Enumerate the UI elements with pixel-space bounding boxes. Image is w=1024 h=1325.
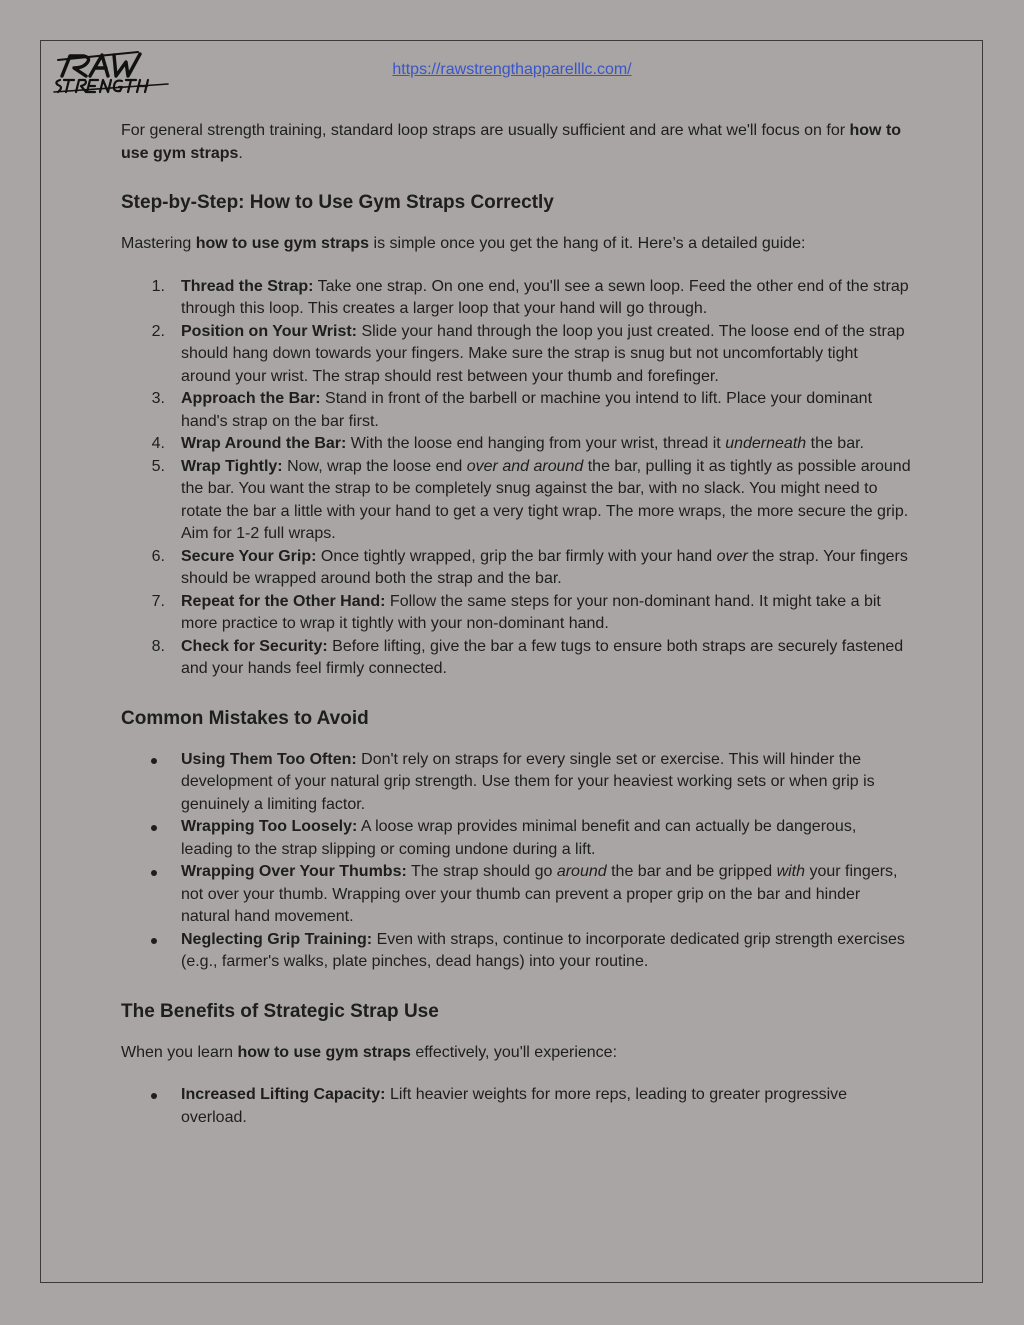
- bullet-icon: [121, 929, 181, 974]
- steps-intro-paragraph: Mastering how to use gym straps is simple once you get the hang of it. Here’s a detailed guide:: [121, 235, 806, 252]
- list-item: 5. Wrap Tightly: Now, wrap the loose end over and around the bar, pulling it as tightly as possible around the bar. You want the strap to be completely snug against the bar, with no slack. You might need to rotate the bar a little with your hand to get a very tight wrap. The more wraps, the more secure the grip. Aim for 1-2 full wraps.: [151, 457, 911, 542]
- list-item: Using Them Too Often: Don't rely on straps for every single set or exercise. This will hinder the development of your natural grip strength. Use them for your heaviest working sets or when grip is genuinely a limiting factor.: [121, 749, 911, 817]
- list-item: 6. Secure Your Grip: Once tightly wrapped, grip the bar firmly with your hand over the strap. Your fingers should be wrapped around both the strap and the bar.: [151, 547, 908, 587]
- bullet-icon: [121, 1084, 181, 1129]
- list-item: Neglecting Grip Training: Even with straps, continue to incorporate dedicated grip strength exercises (e.g., farmer's walks, plate pinches, dead hangs) into your routine.: [121, 929, 911, 974]
- site-url-link[interactable]: https://rawstrengthapparelllc.com/: [392, 61, 632, 78]
- benefits-intro-paragraph: When you learn how to use gym straps effectively, you'll experience:: [121, 1043, 618, 1061]
- list-item: 8. Check for Security: Before lifting, give the bar a few tugs to ensure both straps are securely fastened and your hands feel firmly connected.: [151, 637, 904, 677]
- mistakes-heading: Common Mistakes to Avoid: [121, 707, 369, 729]
- list-item: Wrapping Too Loosely: A loose wrap provides minimal benefit and can actually be dangerous, leading to the strap slipping or coming undone during a lift.: [121, 816, 911, 861]
- list-item: 4. Wrap Around the Bar: With the loose end hanging from your wrist, thread it underneath the bar.: [151, 435, 864, 452]
- benefits-heading: The Benefits of Strategic Strap Use: [121, 1000, 439, 1022]
- bullet-icon: [121, 861, 181, 929]
- bullet-icon: [121, 816, 181, 861]
- list-item: 7. Repeat for the Other Hand: Follow the same steps for your non-dominant hand. It might take a bit more practice to wrap it tightly with your non-dominant hand.: [151, 592, 881, 632]
- steps-heading: Step-by-Step: How to Use Gym Straps Correctly: [121, 192, 554, 213]
- steps-list: [121, 276, 911, 681]
- intro-paragraph: For general strength training, standard loop straps are usually sufficient and are what we'll focus on for how to use gym straps.: [121, 122, 902, 162]
- list-item: 1. Thread the Strap: Take one strap. On one end, you'll see a sewn loop. Feed the other end of the strap through this loop. This creates a larger loop that your hand will go through.: [151, 277, 909, 317]
- svg-text:RAW STRENGTH: RAW STRENGTH: [50, 50, 59, 51]
- list-item: Increased Lifting Capacity: Lift heavier weights for more reps, leading to greater progressive overload.: [121, 1084, 911, 1129]
- document-body: [121, 120, 911, 1129]
- list-item: 3. Approach the Bar: Stand in front of the barbell or machine you intend to lift. Place your dominant hand's strap on the bar first.: [151, 390, 873, 430]
- mistakes-list: [121, 749, 911, 974]
- benefits-list: [121, 1084, 911, 1129]
- list-item: 2. Position on Your Wrist: Slide your hand through the loop you just created. The loose end of the strap should hang down towards your fingers. Make sure the strap is snug but not uncomfortably tight around your wrist. The strap should rest between your thumb and forefinger.: [151, 322, 905, 385]
- site-url-header: [0, 61, 1024, 79]
- bullet-icon: [121, 749, 181, 817]
- list-item: Wrapping Over Your Thumbs: The strap should go around the bar and be gripped with your fingers, not over your thumb. Wrapping over your thumb can prevent a proper grip on the bar and hinder natural hand movement.: [121, 861, 911, 929]
